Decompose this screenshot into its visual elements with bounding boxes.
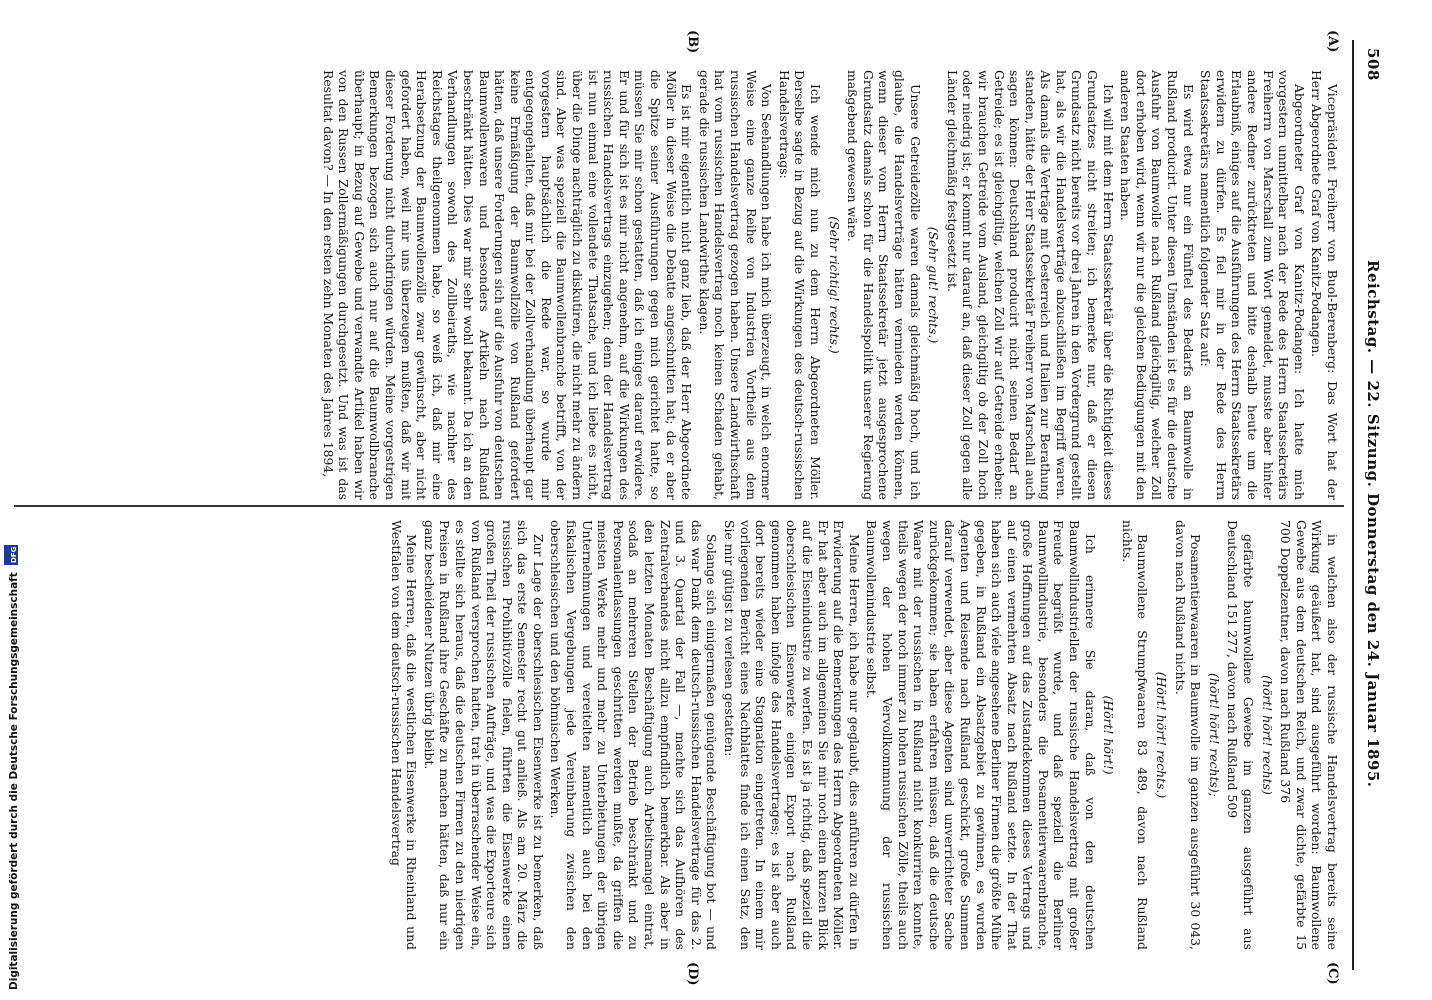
- margin-marker-c: (C): [1325, 962, 1340, 985]
- margin-marker-b: (B): [685, 30, 700, 54]
- paragraph: Meine Herren, daß die westlichen Eisenwerke in Rheinland und Westfalen von dem deutsch-russischen Handelsvertrag: [388, 520, 420, 950]
- credit-text: Digitalisierung gefördert durch die Deutsche Forschungsgemeinschaft: [8, 572, 20, 990]
- paragraph: Baumwollene Strumpfwaaren 83 489, davon nach Rußland nichts.: [1119, 520, 1151, 950]
- column-divider: [14, 505, 1344, 507]
- paragraph: Von Seehandlungen habe ich mich überzeugt, in welch enormer Weise eine ganze Reihe von Industrien Vortheile aus dem russischen Handelsvertrag gezogen haben. Unsere Landwirthschaft hat vom russischen Handelsvertrag noch keinen Schaden gehabt, gerade die russischen Landwirthe klagen.: [696, 70, 775, 500]
- paragraph: in welchen also der russische Handelsvertrag bereits seine Wirkung geäußert hat, sind ausgeführt worden: Baumwollene Gewebe aus dem deutschen Reich, und zwar dichte, gefärbte 15 700 Doppelzentner, davon nach Rußland 376: [1278, 520, 1340, 950]
- paragraph: Ich will mit dem Herrn Staatssekretär über die Richtigkeit dieses Grundsatzes nicht streiten; ich bemerke nur, daß er diesen Grundsatz nicht bereits vor drei Jahren in den Vordergrund gestellt hat, als wir die Handelsverträge abzuschließen im Begriff waren. Als damals die Verträge mit Oesterreich und Italien zur Berathung standen, hätte der Herr Staatssekretär Freiherr von Marschall auch sagen können: Deutschland producirt nicht seinen Bedarf an Getreide; es ist gleichgiltig, welchen Zoll wir auf Getreide erheben: wir brauchen Getreide vom Ausland, gleichgiltig ob der Zoll hoch oder niedrig ist; er kommt nur darauf an, daß dieser Zoll gegen alle Länder gleichmäßig festgesetzt ist.: [944, 70, 1116, 500]
- paragraph: (Sehr richtig! rechts.): [826, 216, 842, 354]
- paragraph: (Sehr gut! rechts.): [926, 226, 942, 344]
- margin-marker-a: (A): [1325, 30, 1340, 53]
- paragraph: (hört! hört! rechts);: [1206, 673, 1222, 797]
- margin-marker-d: (D): [685, 962, 700, 986]
- header-title: Reichstag. — 22. Sitzung. Donnerstag den 24. Januar 1895.: [1364, 260, 1382, 788]
- page-number: 508: [1364, 48, 1382, 81]
- paragraph: Es ist mir eigentlich nicht ganz lieb, daß der Herr Abgeordnete Möller in dieser Weise die Debatte angeschnitten hat; da er aber die Spitze seiner Ausführungen gegen mich gerichtet hatte, so müssen Sie mir schon gestatten, daß ich einiges darauf erwidere. Er und für sich ist es mir nicht angenehm, auf die Wirkungen des russischen Handelsvertrags einzugehen; denn der Handelsvertrag ist nun einmal eine vollendete Thatsache, und ich liebe es nicht, über die Dinge nachträglich zu diskutiren, die nicht mehr zu ändern sind. Aber was speziell die Baumwollenbranche betrifft, von der vorgestern hauptsächlich die Rede war, so wurde mir entgegengehalten, daß mir bei der Zollverhandlung überhaupt gar keine Ermäßigung der Baumwollzölle von Rußland gefordert hätten, daß unsere Forderungen sich auf die Ausfuhr von deutschen Baumwollenwaren und besonders Artikeln nach Rußland beschränkt hätten. Dies war mir sehr wohl bekannt. Da ich an den Verhandlungen sowohl des Zollbeiraths, wie nachher des Reichstages theilgenommen habe, so weiß ich, daß mir eine Herabsetzung der Baumwollenzölle zwar gewünscht, aber nicht gefordert haben, weil mir uns überzeugen mußten, daß wir mit dieser Forderung nicht durchdringen würden. Meine vorgestrigen Bemerkungen bezogen sich auch nur auf die Baumwollbranche überhaupt; in Bezug auf Gewebe und verwandte Artikel haben wir von den Russen Zollermäßigungen durchgesetzt. Und was ist das Resultat davon? — In den ersten zehn Monaten des Jahres 1894,: [320, 70, 695, 500]
- paragraph: Posamentierwaaren in Baumwolle im ganzen ausgeführt 30 043, davon nach Rußland nichts.: [1172, 520, 1204, 950]
- paragraph: Unsere Getreidezölle waren damals gleichmäßig hoch, und ich glaube, die Handelsverträge hätten vermieden werden können, wenn dieser vom Herrn Staatssekretär jetzt ausgesprochene Grundsatz damals schon für die Handelspolitik unserer Regierung maßgebend gewesen wäre.: [845, 70, 923, 500]
- paragraph: Zur Lage der oberschlesischen Eisenwerke ist zu bemerken, daß sich das erste Semester recht gut anließ. Als am 20. März die russischen Prohibitivzölle fielen, führten die Eisenwerke einen großen Theil der russischen Aufträge, und was die Exporteure sich von Rußland versprochen hatten, trat in überraschender Weise ein, es stellte sich heraus, daß die deutschen Firmen zu den niedrigen Preisen in Rußland ihre Geschäfte zu machen hätten, daß nur ein ganz bescheidener Nutzen übrig bleibt.: [421, 520, 546, 950]
- paragraph: Solange sich einigermaßen genügende Beschäftigung bot — und das war Dank dem deutsch-russischen Handelsvertrage für das 2. und 3. Quartal der Fall —, machte sich das Aufhören des Zentralverbandes nicht allzu empfindlich bemerkbar. Als aber in den letzten Monaten Beschäftigung auch Arbeitsmangel eintrat, sodaß an mehreren Stellen der Betrieb beschränkt und zu Personalentlassungen geschritten werden mußte, da griffen die meisten Werke mehr und mehr zu Unterbietungen der übrigen Unternehmungen und vereitelten namentlich auch bei den fiskalischen Vergebungen jede Vereinbarung zwischen den oberschlesischen und den böhmischen Werken.: [548, 520, 720, 950]
- paragraph: Ich wende mich nun zu dem Herrn Abgeordneten Möller. Derselbe sagte in Bezug auf die Wirkungen des deutsch-russischen Handelsvertrags:: [776, 70, 823, 500]
- paragraph: Abgeordneter Graf von Kanitz-Podangen: Ich hatte mich vorgestern unmittelbar nach der Rede des Herrn Staatssekretärs Freiherrn von Marschall zum Wort gemeldet, musste aber hinter andere Redner zurücktreten und bitte deshalb heute um die Erlaubniß, einiges auf die Ausführungen des Herrn Staatssekretärs erwidern zu dürfen. Es fiel mir in der Rede des Herrn Staatssekretärs namentlich folgender Satz auf:: [1198, 70, 1307, 500]
- paragraph: gefärbte baumwollene Gewebe im ganzen ausgeführt aus Deutschland 151 277, davon nach Rußland 509: [1225, 520, 1257, 950]
- paragraph: (Hört! hört!): [1101, 695, 1117, 775]
- left-column: [318, 70, 1340, 500]
- paragraph: Es wird etwa nur ein Fünftel des Bedarfs an Baumwolle in Rußland producirt. Unter diesen Umständen ist es für die deutsche Ausfuhr von Baumwolle nach Rußland gleichgiltig, welcher Zoll dort erhoben wird, wenn wir nur die gleichen Bedingungen mit den anderen Staaten haben.: [1118, 70, 1196, 500]
- paragraph: (Hört! hört! rechts.): [1154, 671, 1170, 799]
- digitization-credit: [4, 546, 20, 990]
- paragraph: Ich erinnere Sie daran, daß von den deutschen Baumwollindustriellen der russische Handelsvertrag mit großer Freude begrüßt wurde, und daß speziell die Berliner Baumwollindustrie, besonders die Posamentierwaarenbranche, große Hoffnungen auf das Zustandekommen dieses Vertrags und auf einen vermehrten Absatz nach Rußland setzte. In der That haben sich auch viele angesehene Berliner Firmen die größte Mühe gegeben, in Rußland ein Absatzgebiet zu gewinnen, es wurden Agenten und Reisende nach Rußland geschickt, große Summen darauf verwendet, aber diese Agenten sind unverrichteter Sache zurückgekommen; sie haben erfahren müssen, daß die deutsche Waare mit der russischen in Rußland nicht konkurriren konnte, theils wegen der noch immer zu hohen russischen Zölle, theils auch wegen der hohen Vervollkommnung der russischen Baumwollenindustrie selbst.: [864, 520, 1098, 950]
- paragraph: Vicepräsident Freiherr von Buol-Berenberg: Das Wort hat der Herr Abgeordnete Graf von Kanitz-Podangen.: [1309, 70, 1340, 500]
- paragraph: Meine Herren, ich habe nur geglaubt, dies anführen zu dürfen in Erwiderung auf die Bemerkungen des Herrn Abgeordneten Möller. Er hat aber auch im allgemeinen Sie mir noch einen kurzen Blick auf die Eisenindustrie zu werfen. Es ist ja richtig, daß speziell die oberschlesischen Eisenwerke einigen Export nach Rußland genommen haben infolge des Handelsvertrages; es ist aber auch dort bereits wieder eine Stagnation eingetreten. In einem mir vorliegenden Bericht eines Nachblattes finde ich einen Satz, den Sie mir gütigst zu verlesen gestatten:: [722, 520, 862, 950]
- right-column: [386, 520, 1340, 950]
- dfg-logo: DFG: [4, 545, 18, 565]
- page-header: [1358, 0, 1382, 1000]
- paragraph: (hört! hört! rechts): [1259, 675, 1275, 795]
- header-rule: [1352, 40, 1354, 970]
